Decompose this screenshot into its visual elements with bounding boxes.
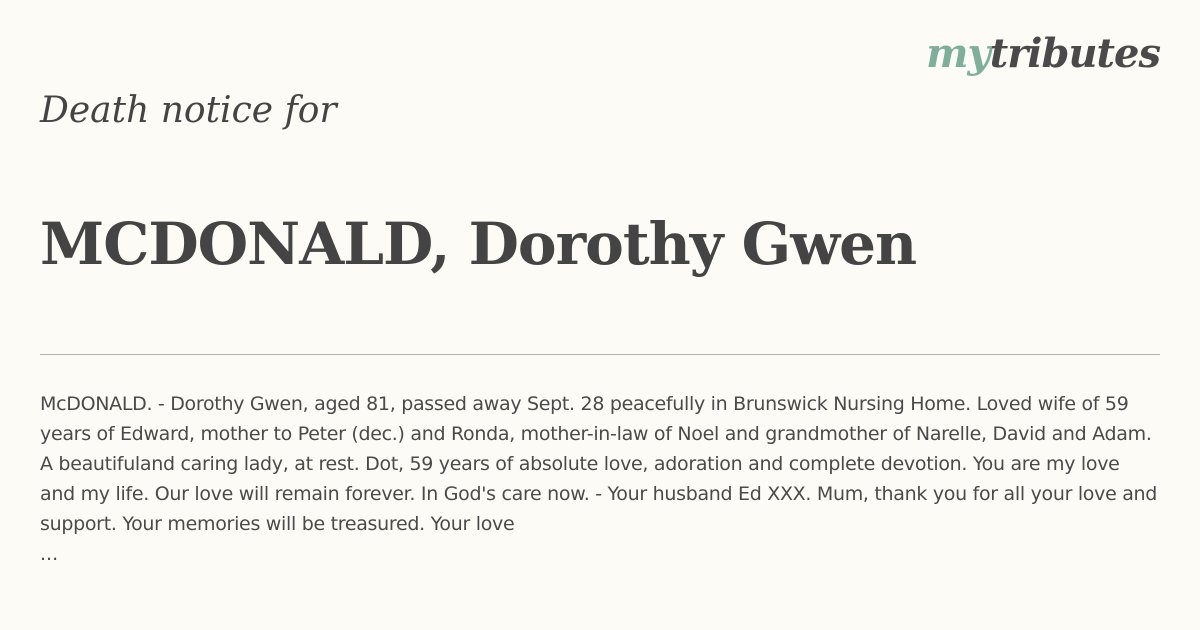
page-heading: Death notice for (40, 90, 337, 131)
deceased-name: MCDONALD, Dorothy Gwen (40, 210, 917, 278)
logo-tributes: tributes (989, 30, 1160, 77)
notice-ellipsis: ... (40, 543, 59, 565)
notice-text: McDONALD. - Dorothy Gwen, aged 81, passed away Sept. 28 peacefully in Brunswick Nursing Home. Loved wife of 59 years of Edward, mother to Peter (dec.) and Ronda, mother-in-law of Noel and grandmother of Narelle, David and Adam. A beautifuland caring lady, at rest. Dot, 59 years of absolute love, adoration and complete devotion. You are my love and my life. Our love will remain forever. In God's care now. - Your husband Ed XXX. Mum, thank you for all your love and support. Your memories will be treasured. Your love (40, 393, 1158, 535)
logo-my: my (926, 30, 990, 77)
divider (40, 354, 1160, 355)
mytributes-logo[interactable] (926, 30, 1160, 77)
